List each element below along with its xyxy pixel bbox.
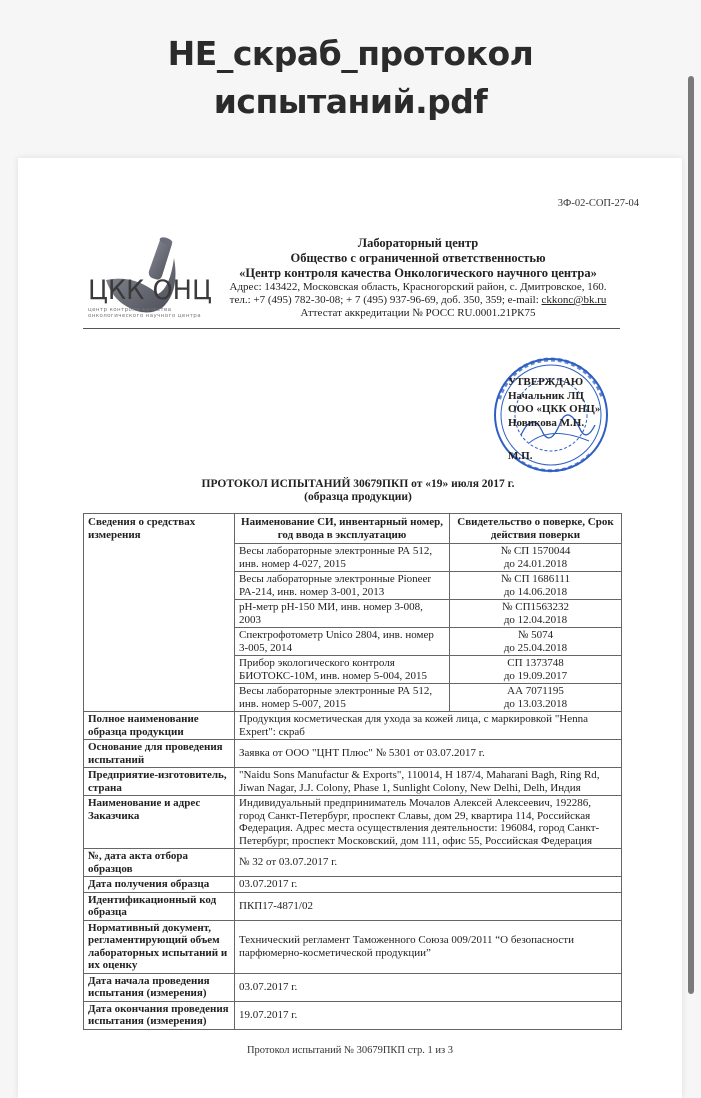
instrument-name: Весы лабораторные электронные РА 512, инв. номер 5-007, 2015 <box>235 684 450 712</box>
cert-number: СП 1373748 <box>507 657 564 669</box>
field-value: Заявка от ООО "ЦНТ Плюс" № 5301 от 03.07.2017 г. <box>235 740 622 768</box>
field-value: Продукция косметическая для ухода за кожей лица, с маркировкой "Henna Expert": скраб <box>235 712 622 740</box>
instrument-cert <box>450 656 622 684</box>
instrument-cert <box>450 600 622 628</box>
table-row <box>84 712 622 740</box>
file-title-line1: НЕ_скраб_протокол <box>167 34 534 73</box>
header-accreditation: Аттестат аккредитации № РОСС RU.0001.21РК75 <box>300 307 536 319</box>
table-row <box>84 920 622 973</box>
approval-block <box>508 376 628 464</box>
instrument-name: pH-метр pH-150 МИ, инв. номер 3-008, 2003 <box>235 600 450 628</box>
field-label: Дата получения образца <box>84 877 235 893</box>
cert-validity: до 14.06.2018 <box>503 585 568 598</box>
header-line1: Лабораторный центр <box>357 236 479 250</box>
cert-validity: до 13.03.2018 <box>503 697 568 710</box>
field-label: Идентификационный код образца <box>84 892 235 920</box>
cert-validity: до 12.04.2018 <box>503 613 568 626</box>
table-row <box>84 768 622 796</box>
field-value: "Naidu Sons Manufactur & Exports", 110014, H 187/4, Maharani Bagh, Ring Rd, Jiwan Nagar, J.J. Colony, Phase 1, Sunlight Colony, New Delhi, Delh, Индия <box>235 768 622 796</box>
cert-number: АА 7071195 <box>507 685 564 697</box>
header-phone: тел.: +7 (495) 782-30-08; + 7 (495) 937-96-69, доб. 350, 359; e-mail: <box>229 294 542 306</box>
instrument-name: Спектрофотометр Unico 2804, инв. номер 3-005, 2014 <box>235 628 450 656</box>
protocol-title: ПРОТОКОЛ ИСПЫТАНИЙ 30679ПКП от «19» июля 2017 г. <box>201 478 515 490</box>
instrument-name: Весы лабораторные электронные РА 512, инв. номер 4-027, 2015 <box>235 544 450 572</box>
pdf-page <box>18 158 682 1098</box>
lab-header <box>208 236 628 320</box>
field-label: Основание для проведения испытаний <box>84 740 235 768</box>
protocol-subtitle: (образца продукции) <box>304 491 412 503</box>
instrument-cert <box>450 628 622 656</box>
cert-validity: до 25.04.2018 <box>503 641 568 654</box>
header-contacts <box>208 294 628 307</box>
col-cert-header: Свидетельство о поверке, Срок действия поверки <box>450 514 622 544</box>
approval-line1: УТВЕРЖДАЮ <box>508 376 584 388</box>
seal-mark: М.П. <box>508 450 533 462</box>
cert-number: № СП1563232 <box>501 601 570 613</box>
table-row <box>84 1001 622 1029</box>
field-label: Предприятие-изготовитель, страна <box>84 768 235 796</box>
instrument-cert <box>450 572 622 600</box>
file-title-line2: испытаний.pdf <box>213 82 488 121</box>
approval-line2: Начальник ЛЦ <box>508 389 584 402</box>
table-row <box>84 973 622 1001</box>
header-address: Адрес: 143422, Московская область, Красногорский район, с. Дмитровское, 160. <box>229 281 607 293</box>
header-line3: «Центр контроля качества Онкологического научного центра» <box>239 266 597 280</box>
email-link[interactable]: ckkonc@bk.ru <box>541 294 607 306</box>
protocol-title-block <box>78 478 638 504</box>
logo-subtitle: центр контроля качества онкологического научного центра <box>88 307 201 319</box>
field-label: Полное наименование образца продукции <box>84 712 235 740</box>
field-label: Наименование и адрес Заказчика <box>84 796 235 849</box>
instrument-cert <box>450 544 622 572</box>
table-row <box>84 892 622 920</box>
field-label: Нормативный документ, регламентирующий объем лабораторных испытаний и их оценку <box>84 920 235 973</box>
approval-line4: Новикова М.Н. <box>508 416 585 429</box>
cert-validity: до 24.01.2018 <box>503 557 568 570</box>
field-value: 03.07.2017 г. <box>235 877 622 893</box>
field-value: Индивидуальный предприниматель Мочалов Алексей Алексеевич, 192286, город Санкт-Петербург, проспект Славы, дом 29, квартира 114, Российская Федерация. Адрес места осуществления деятельности: 196084, город Санкт-Петербург, проспект Московский, дом 111, офис 55, Российская Федерация <box>235 796 622 849</box>
table-row <box>84 740 622 768</box>
logo-wordmark: ЦКК ОНЦ <box>88 275 212 306</box>
table-row <box>84 877 622 893</box>
cert-number: № СП 1570044 <box>500 545 571 557</box>
field-value: 19.07.2017 г. <box>235 1001 622 1029</box>
table-header-row <box>84 514 622 544</box>
field-value: ПКП17-4871/02 <box>235 892 622 920</box>
col-name-header: Наименование СИ, инвентарный номер, год ввода в эксплуатацию <box>235 514 450 544</box>
file-title <box>0 30 701 126</box>
header-divider <box>83 328 620 329</box>
table-row <box>84 796 622 849</box>
table-row <box>84 849 622 877</box>
form-code: 3Ф-02-СОП-27-04 <box>557 198 639 209</box>
cert-number: № 5074 <box>517 629 554 641</box>
field-value: Технический регламент Таможенного Союза 009/2011 “О безопасности парфюмерно-косметической продукции” <box>235 920 622 973</box>
field-label: Дата начала проведения испытания (измерения) <box>84 973 235 1001</box>
protocol-info-table <box>83 513 622 1030</box>
instrument-name: Весы лабораторные электронные Pioneer РА-214, инв. номер 3-001, 2013 <box>235 572 450 600</box>
field-label: Дата окончания проведения испытания (измерения) <box>84 1001 235 1029</box>
field-value: 03.07.2017 г. <box>235 973 622 1001</box>
instruments-label: Сведения о средствах измерения <box>84 514 235 712</box>
cert-number: № СП 1686111 <box>501 573 570 585</box>
field-value: № 32 от 03.07.2017 г. <box>235 849 622 877</box>
instrument-name: Прибор экологического контроля БИОТОКС-10М, инв. номер 5-004, 2015 <box>235 656 450 684</box>
cert-validity: до 19.09.2017 <box>503 669 568 682</box>
field-label: №, дата акта отбора образцов <box>84 849 235 877</box>
header-line2: Общество с ограниченной ответственностью <box>290 251 546 265</box>
instrument-cert <box>450 684 622 712</box>
page-footer: Протокол испытаний № 30679ПКП стр. 1 из 3 <box>246 1045 454 1056</box>
approval-line3: ООО «ЦКК ОНЦ» <box>508 403 601 415</box>
vertical-scrollbar[interactable] <box>688 76 694 994</box>
